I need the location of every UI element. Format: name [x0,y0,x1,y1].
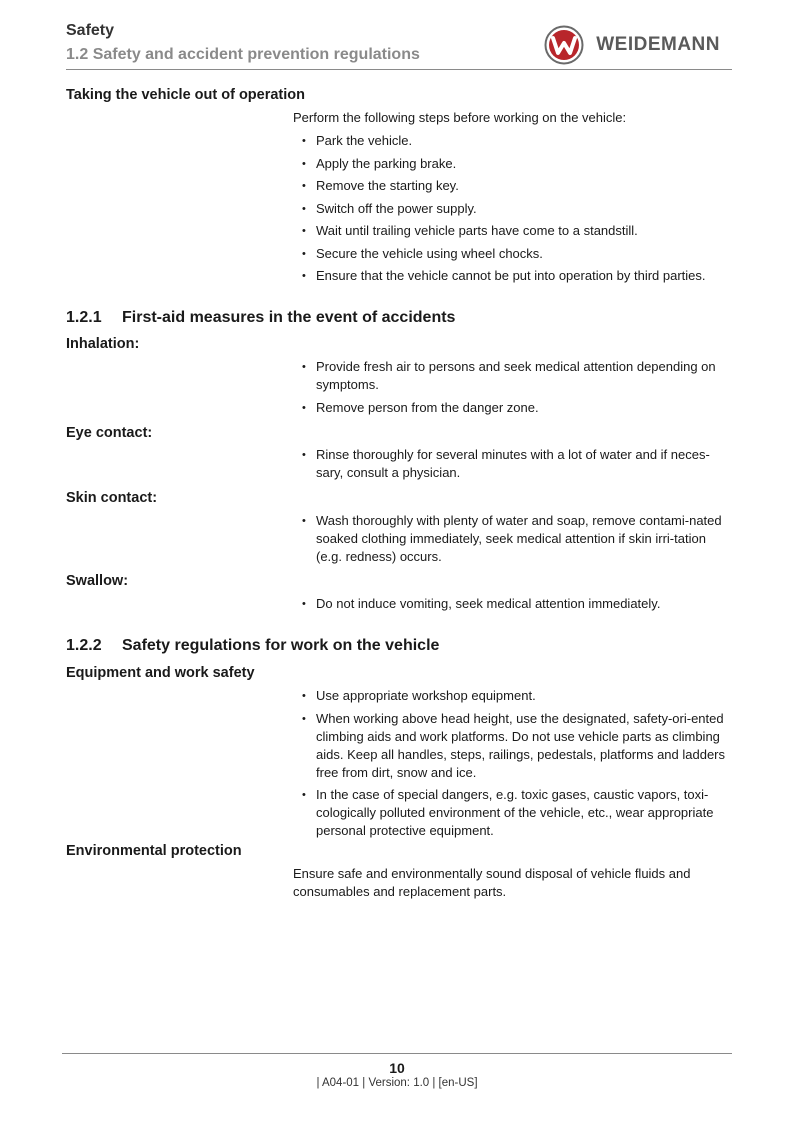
list-item: • Secure the vehicle using wheel chocks. [300,245,732,263]
weidemann-logo-icon [544,25,584,65]
out-of-operation-list [300,132,732,290]
environment-heading: Environmental protection [66,843,242,859]
equipment-heading: Equipment and work safety [66,665,255,681]
brand-name: WEIDEMANN [596,34,720,55]
skin-contact-heading: Skin contact: [66,490,158,506]
list-item: • Park the vehicle. [300,132,732,150]
section-1-2-1-heading [66,309,455,327]
environment-text: Ensure safe and environmentally sound disposal of vehicle fluids and consumables and replacement parts. [293,866,691,899]
out-of-operation-heading: Taking the vehicle out of operation [66,87,306,103]
inhalation-heading: Inhalation: [66,336,140,352]
list-item: • When working above head height, use the designated, safety-ori-ented climbing aids and work platforms. Do not use vehicle parts as climbing aids. Keep all handles, steps, railings, pedestals, platforms and ladders free from dirt, snow and ice. [300,710,732,782]
out-of-operation-intro: Perform the following steps before working on the vehicle: [293,110,627,125]
swallow-heading: Swallow: [66,573,129,589]
list-item: • Ensure that the vehicle cannot be put into operation by third parties. [300,267,732,285]
list-item: • Do not induce vomiting, seek medical attention immediately. [300,595,732,613]
page-number: 10 [389,1060,405,1076]
eye-contact-list [300,446,732,487]
list-item: • Provide fresh air to persons and seek medical attention depending on symptoms. [300,358,732,394]
list-item: • In the case of special dangers, e.g. toxic gases, caustic vapors, toxi-cologically polluted environment of the vehicle, etc., wear appropriate personal protective equipment. [300,786,732,840]
section-title: First-aid measures in the event of accidents [122,309,456,326]
inhalation-list [300,358,732,421]
swallow-list [300,595,732,618]
page-header [66,20,732,70]
list-item: • Rinse thoroughly for several minutes with a lot of water and if neces-sary, consult a physician. [300,446,732,482]
header-title: Safety [66,22,115,39]
section-number: 1.2.2 [66,637,102,654]
footer-divider [62,1053,732,1054]
document-version: | A04-01 | Version: 1.0 | [en-US] [316,1077,478,1089]
list-item: • Wash thoroughly with plenty of water and soap, remove contami-nated soaked clothing immediately, seek medical attention if skin irri-tation (e.g. redness) occurs. [300,512,732,566]
section-1-2-2-heading [66,637,439,655]
section-title: Safety regulations for work on the vehicle [122,637,440,654]
equipment-list [300,687,732,845]
list-item: • Apply the parking brake. [300,155,732,173]
section-number: 1.2.1 [66,309,102,326]
list-item: • Wait until trailing vehicle parts have come to a standstill. [300,222,732,240]
header-subtitle: 1.2 Safety and accident prevention regulations [66,46,420,63]
weidemann-logo [544,25,720,65]
list-item: • Switch off the power supply. [300,200,732,218]
eye-contact-heading: Eye contact: [66,425,153,441]
list-item: • Use appropriate workshop equipment. [300,687,732,705]
list-item: • Remove person from the danger zone. [300,399,732,417]
skin-contact-list [300,512,732,571]
list-item: • Remove the starting key. [300,177,732,195]
